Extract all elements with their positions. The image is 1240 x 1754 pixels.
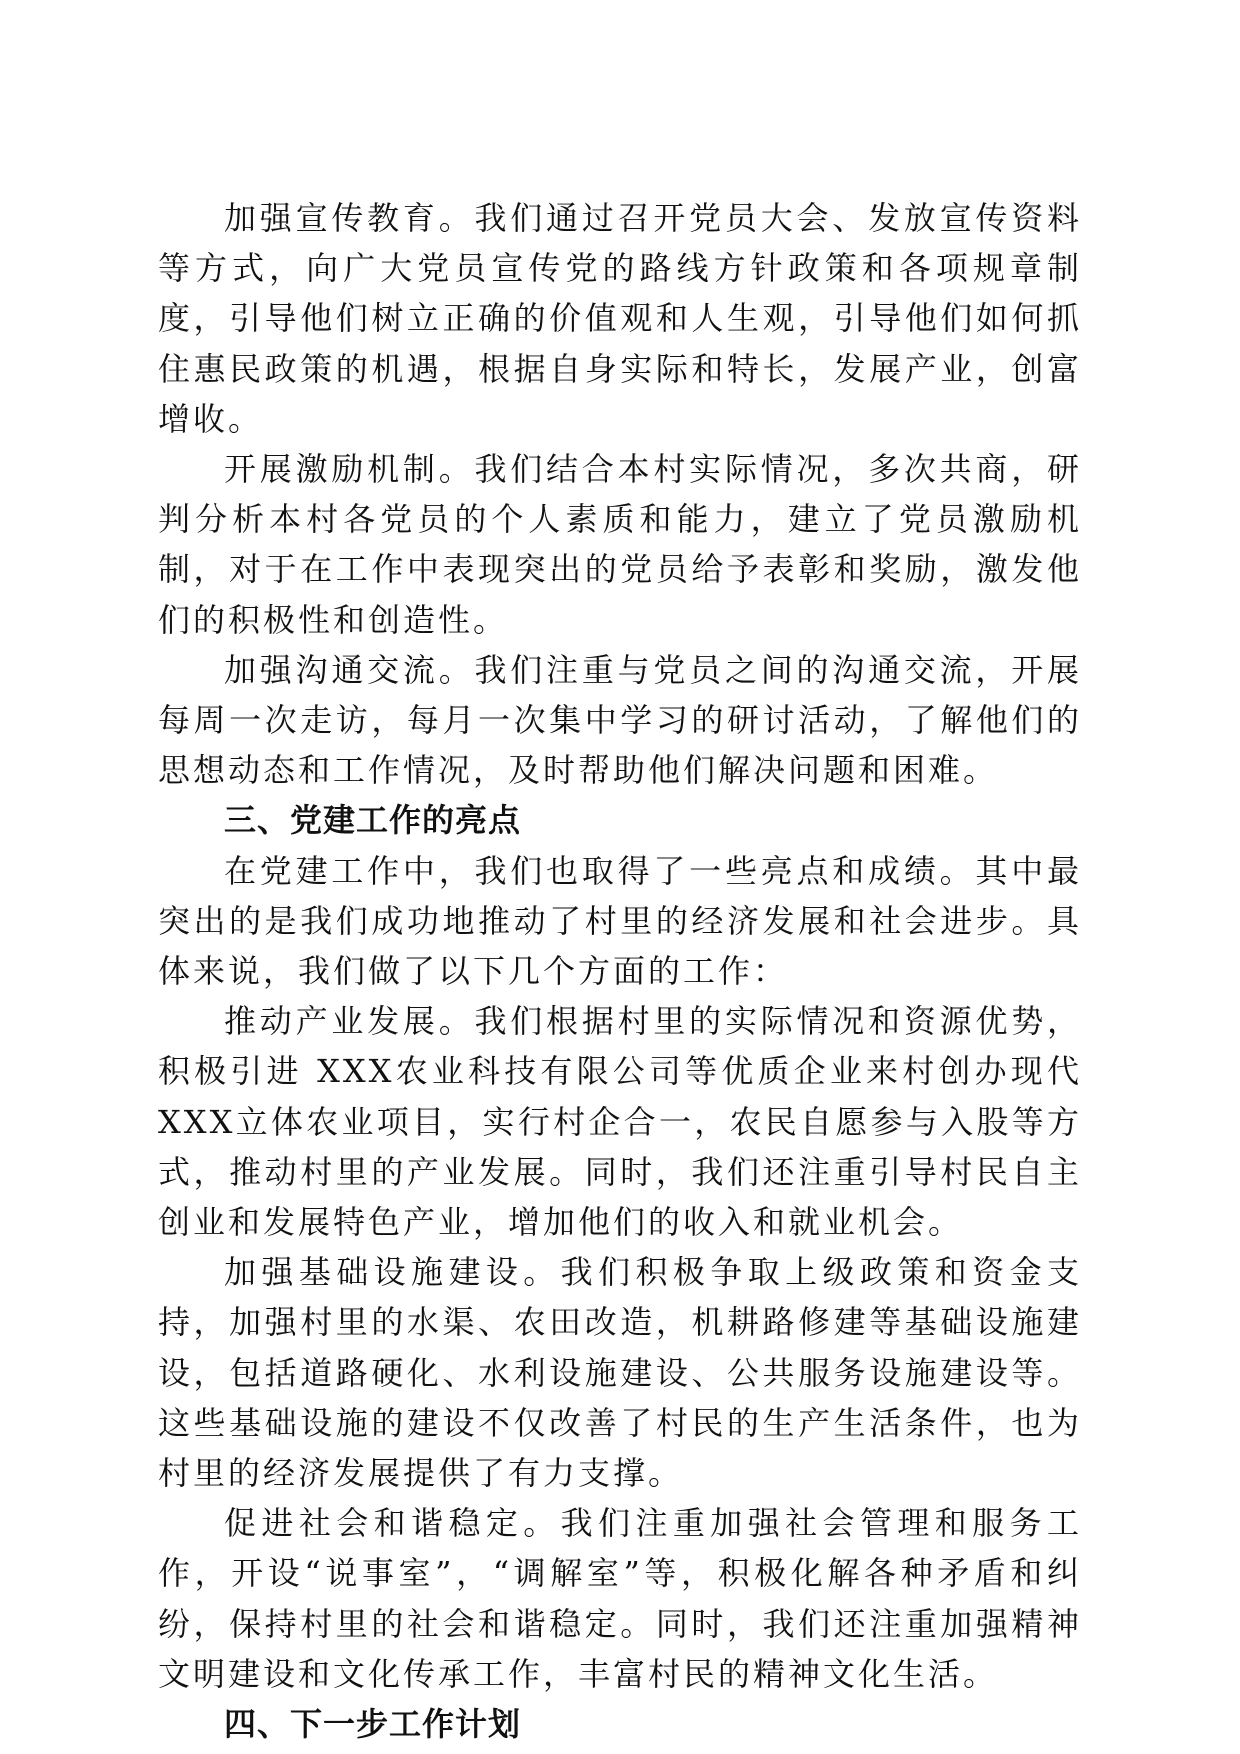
paragraph-publicity-education: 加强宣传教育。我们通过召开党员大会、发放宣传资料等方式，向广大党员宣传党的路线方针政策和各项规章制度，引导他们树立正确的价值观和人生观，引导他们如何抓住惠民政策的机遇，根据自身实际和特长，发展产业，创富增收。 [158, 199, 1082, 438]
paragraph-infrastructure: 加强基础设施建设。我们积极争取上级政策和资金支持，加强村里的水渠、农田改造，机耕路修建等基础设施建设，包括道路硬化、水利设施建设、公共服务设施建设等。这些基础设施的建设不仅改善了村民的生产生活条件，也为村里的经济发展提供了有力支撑。 [158, 1253, 1082, 1493]
paragraph-social-harmony: 促进社会和谐稳定。我们注重加强社会管理和服务工作，开设“说事室”，“调解室”等，积极化解各种矛盾和纠纷，保持村里的社会和谐稳定。同时，我们还注重加强精神文明建设和文化传承工作，丰富村民的精神文化生活。 [158, 1504, 1082, 1693]
section-heading-next-plan: 四、下一步工作计划 [224, 1705, 522, 1744]
paragraph-highlights-intro: 在党建工作中，我们也取得了一些亮点和成绩。其中最突出的是我们成功地推动了村里的经济发展和社会进步。具体来说，我们做了以下几个方面的工作： [158, 851, 1082, 991]
paragraph-incentive-mechanism: 开展激励机制。我们结合本村实际情况，多次共商，研判分析本村各党员的个人素质和能力，建立了党员激励机制，对于在工作中表现突出的党员给予表彰和奖励，激发他们的积极性和创造性。 [158, 450, 1082, 639]
paragraph-communication: 加强沟通交流。我们注重与党员之间的沟通交流，开展每周一次走访，每月一次集中学习的研讨活动，了解他们的思想动态和工作情况，及时帮助他们解决问题和困难。 [158, 650, 1082, 790]
section-heading-highlights: 三、党建工作的亮点 [224, 801, 522, 840]
paragraph-industry-development: 推动产业发展。我们根据村里的实际情况和资源优势，积极引进 XXX农业科技有限公司等优质企业来村创办现代XXX立体农业项目，实行村企合一，农民自愿参与入股等方式，推动村里的产业发展。同时，我们还注重引导村民自主创业和发展特色产业，增加他们的收入和就业机会。 [158, 1002, 1082, 1242]
document-body [158, 193, 1082, 1749]
